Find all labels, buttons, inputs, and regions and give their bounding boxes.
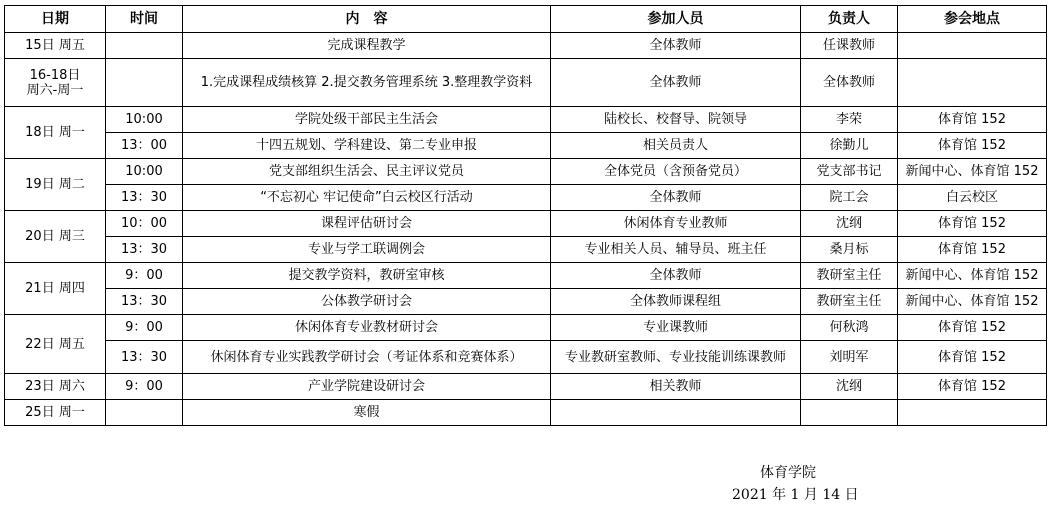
table-row <box>5 211 1047 237</box>
date-line: 16-18日 <box>29 67 81 83</box>
content-cell: “不忘初心 牢记使命”白云校区行活动 <box>183 185 551 211</box>
content-cell: 1.完成课程成绩核算 2.提交教务管理系统 3.整理教学资料 <box>183 59 551 107</box>
participants-cell: 相关员责人 <box>551 133 801 159</box>
table-row <box>5 263 1047 289</box>
venue-cell: 体育馆 152 <box>898 133 1047 159</box>
venue-cell <box>898 59 1047 107</box>
venue-cell: 新闻中心、体育馆 152 <box>898 159 1047 185</box>
responsible-cell: 徐勤儿 <box>801 133 898 159</box>
date-line: 周六-周一 <box>26 82 84 98</box>
responsible-cell: 院工会 <box>801 185 898 211</box>
responsible-cell: 沈纲 <box>801 374 898 400</box>
content-cell: 党支部组织生活会、民主评议党员 <box>183 159 551 185</box>
header-responsible: 负责人 <box>801 6 898 33</box>
date-cell: 25日 周一 <box>5 400 106 426</box>
venue-cell: 新闻中心、体育馆 152 <box>898 263 1047 289</box>
venue-cell: 体育馆 152 <box>898 374 1047 400</box>
header-participants: 参加人员 <box>551 6 801 33</box>
content-cell: 休闲体育专业教材研讨会 <box>183 315 551 341</box>
date-cell: 21日 周四 <box>5 263 106 315</box>
time-cell: 10:00 <box>106 159 183 185</box>
participants-cell: 全体教师课程组 <box>551 289 801 315</box>
table-row <box>5 315 1047 341</box>
venue-cell: 白云校区 <box>898 185 1047 211</box>
content-cell: 寒假 <box>183 400 551 426</box>
responsible-cell: 桑月标 <box>801 237 898 263</box>
date-cell: 15日 周五 <box>5 33 106 59</box>
participants-cell: 全体教师 <box>551 185 801 211</box>
time-cell <box>106 59 183 107</box>
venue-cell <box>898 33 1047 59</box>
responsible-cell: 李荣 <box>801 107 898 133</box>
time-cell: 10：00 <box>106 211 183 237</box>
responsible-cell: 党支部书记 <box>801 159 898 185</box>
time-cell: 13：30 <box>106 341 183 374</box>
responsible-cell: 教研室主任 <box>801 289 898 315</box>
date-cell: 23日 周六 <box>5 374 106 400</box>
content-cell: 休闲体育专业实践教学研讨会（考证体系和竞赛体系） <box>183 341 551 374</box>
participants-cell: 相关教师 <box>551 374 801 400</box>
participants-cell: 专业课教师 <box>551 315 801 341</box>
table-row <box>5 374 1047 400</box>
table-row <box>5 185 1047 211</box>
time-cell: 13：30 <box>106 185 183 211</box>
responsible-cell <box>801 400 898 426</box>
content-cell: 学院处级干部民主生活会 <box>183 107 551 133</box>
header-content: 内 容 <box>183 6 551 33</box>
participants-cell: 专业相关人员、辅导员、班主任 <box>551 237 801 263</box>
venue-cell: 体育馆 152 <box>898 315 1047 341</box>
time-cell: 9：00 <box>106 263 183 289</box>
time-cell <box>106 400 183 426</box>
participants-cell: 陆校长、校督导、院领导 <box>551 107 801 133</box>
table-row <box>5 289 1047 315</box>
venue-cell: 体育馆 152 <box>898 341 1047 374</box>
time-cell: 10:00 <box>106 107 183 133</box>
content-cell: 课程评估研讨会 <box>183 211 551 237</box>
header-venue: 参会地点 <box>898 6 1047 33</box>
time-cell: 13：30 <box>106 289 183 315</box>
content-cell: 十四五规划、学科建设、第二专业申报 <box>183 133 551 159</box>
responsible-cell: 沈纲 <box>801 211 898 237</box>
content-cell: 完成课程教学 <box>183 33 551 59</box>
footer-date: 2021 年 1 月 14 日 <box>732 487 859 503</box>
schedule-table <box>4 5 1047 426</box>
footer-org: 体育学院 <box>760 465 816 481</box>
venue-cell <box>898 400 1047 426</box>
responsible-cell: 任课教师 <box>801 33 898 59</box>
table-row <box>5 159 1047 185</box>
responsible-cell: 刘明军 <box>801 341 898 374</box>
date-cell: 20日 周三 <box>5 211 106 263</box>
header-row <box>5 6 1047 33</box>
venue-cell: 体育馆 152 <box>898 211 1047 237</box>
table-row <box>5 341 1047 374</box>
participants-cell: 全体教师 <box>551 263 801 289</box>
participants-cell: 全体党员（含预备党员） <box>551 159 801 185</box>
responsible-cell: 何秋鸿 <box>801 315 898 341</box>
date-cell: 19日 周二 <box>5 159 106 211</box>
table-row <box>5 59 1047 107</box>
content-cell: 提交教学资料，教研室审核 <box>183 263 551 289</box>
time-cell: 9：00 <box>106 315 183 341</box>
date-cell <box>5 59 106 107</box>
table-row <box>5 107 1047 133</box>
venue-cell: 新闻中心、体育馆 152 <box>898 289 1047 315</box>
participants-cell <box>551 400 801 426</box>
participants-cell: 全体教师 <box>551 33 801 59</box>
time-cell: 13：00 <box>106 133 183 159</box>
venue-cell: 体育馆 152 <box>898 107 1047 133</box>
table-row <box>5 33 1047 59</box>
responsible-cell: 教研室主任 <box>801 263 898 289</box>
header-date: 日期 <box>5 6 106 33</box>
content-cell: 产业学院建设研讨会 <box>183 374 551 400</box>
table-row <box>5 237 1047 263</box>
date-cell: 22日 周五 <box>5 315 106 374</box>
time-cell: 13：30 <box>106 237 183 263</box>
content-cell: 公体教学研讨会 <box>183 289 551 315</box>
header-time: 时间 <box>106 6 183 33</box>
venue-cell: 体育馆 152 <box>898 237 1047 263</box>
content-cell: 专业与学工联调例会 <box>183 237 551 263</box>
participants-cell: 休闲体育专业教师 <box>551 211 801 237</box>
participants-cell: 全体教师 <box>551 59 801 107</box>
table-row <box>5 133 1047 159</box>
responsible-cell: 全体教师 <box>801 59 898 107</box>
time-cell: 9：00 <box>106 374 183 400</box>
participants-cell: 专业教研室教师、专业技能训练课教师 <box>551 341 801 374</box>
time-cell <box>106 33 183 59</box>
date-cell: 18日 周一 <box>5 107 106 159</box>
table-row <box>5 400 1047 426</box>
